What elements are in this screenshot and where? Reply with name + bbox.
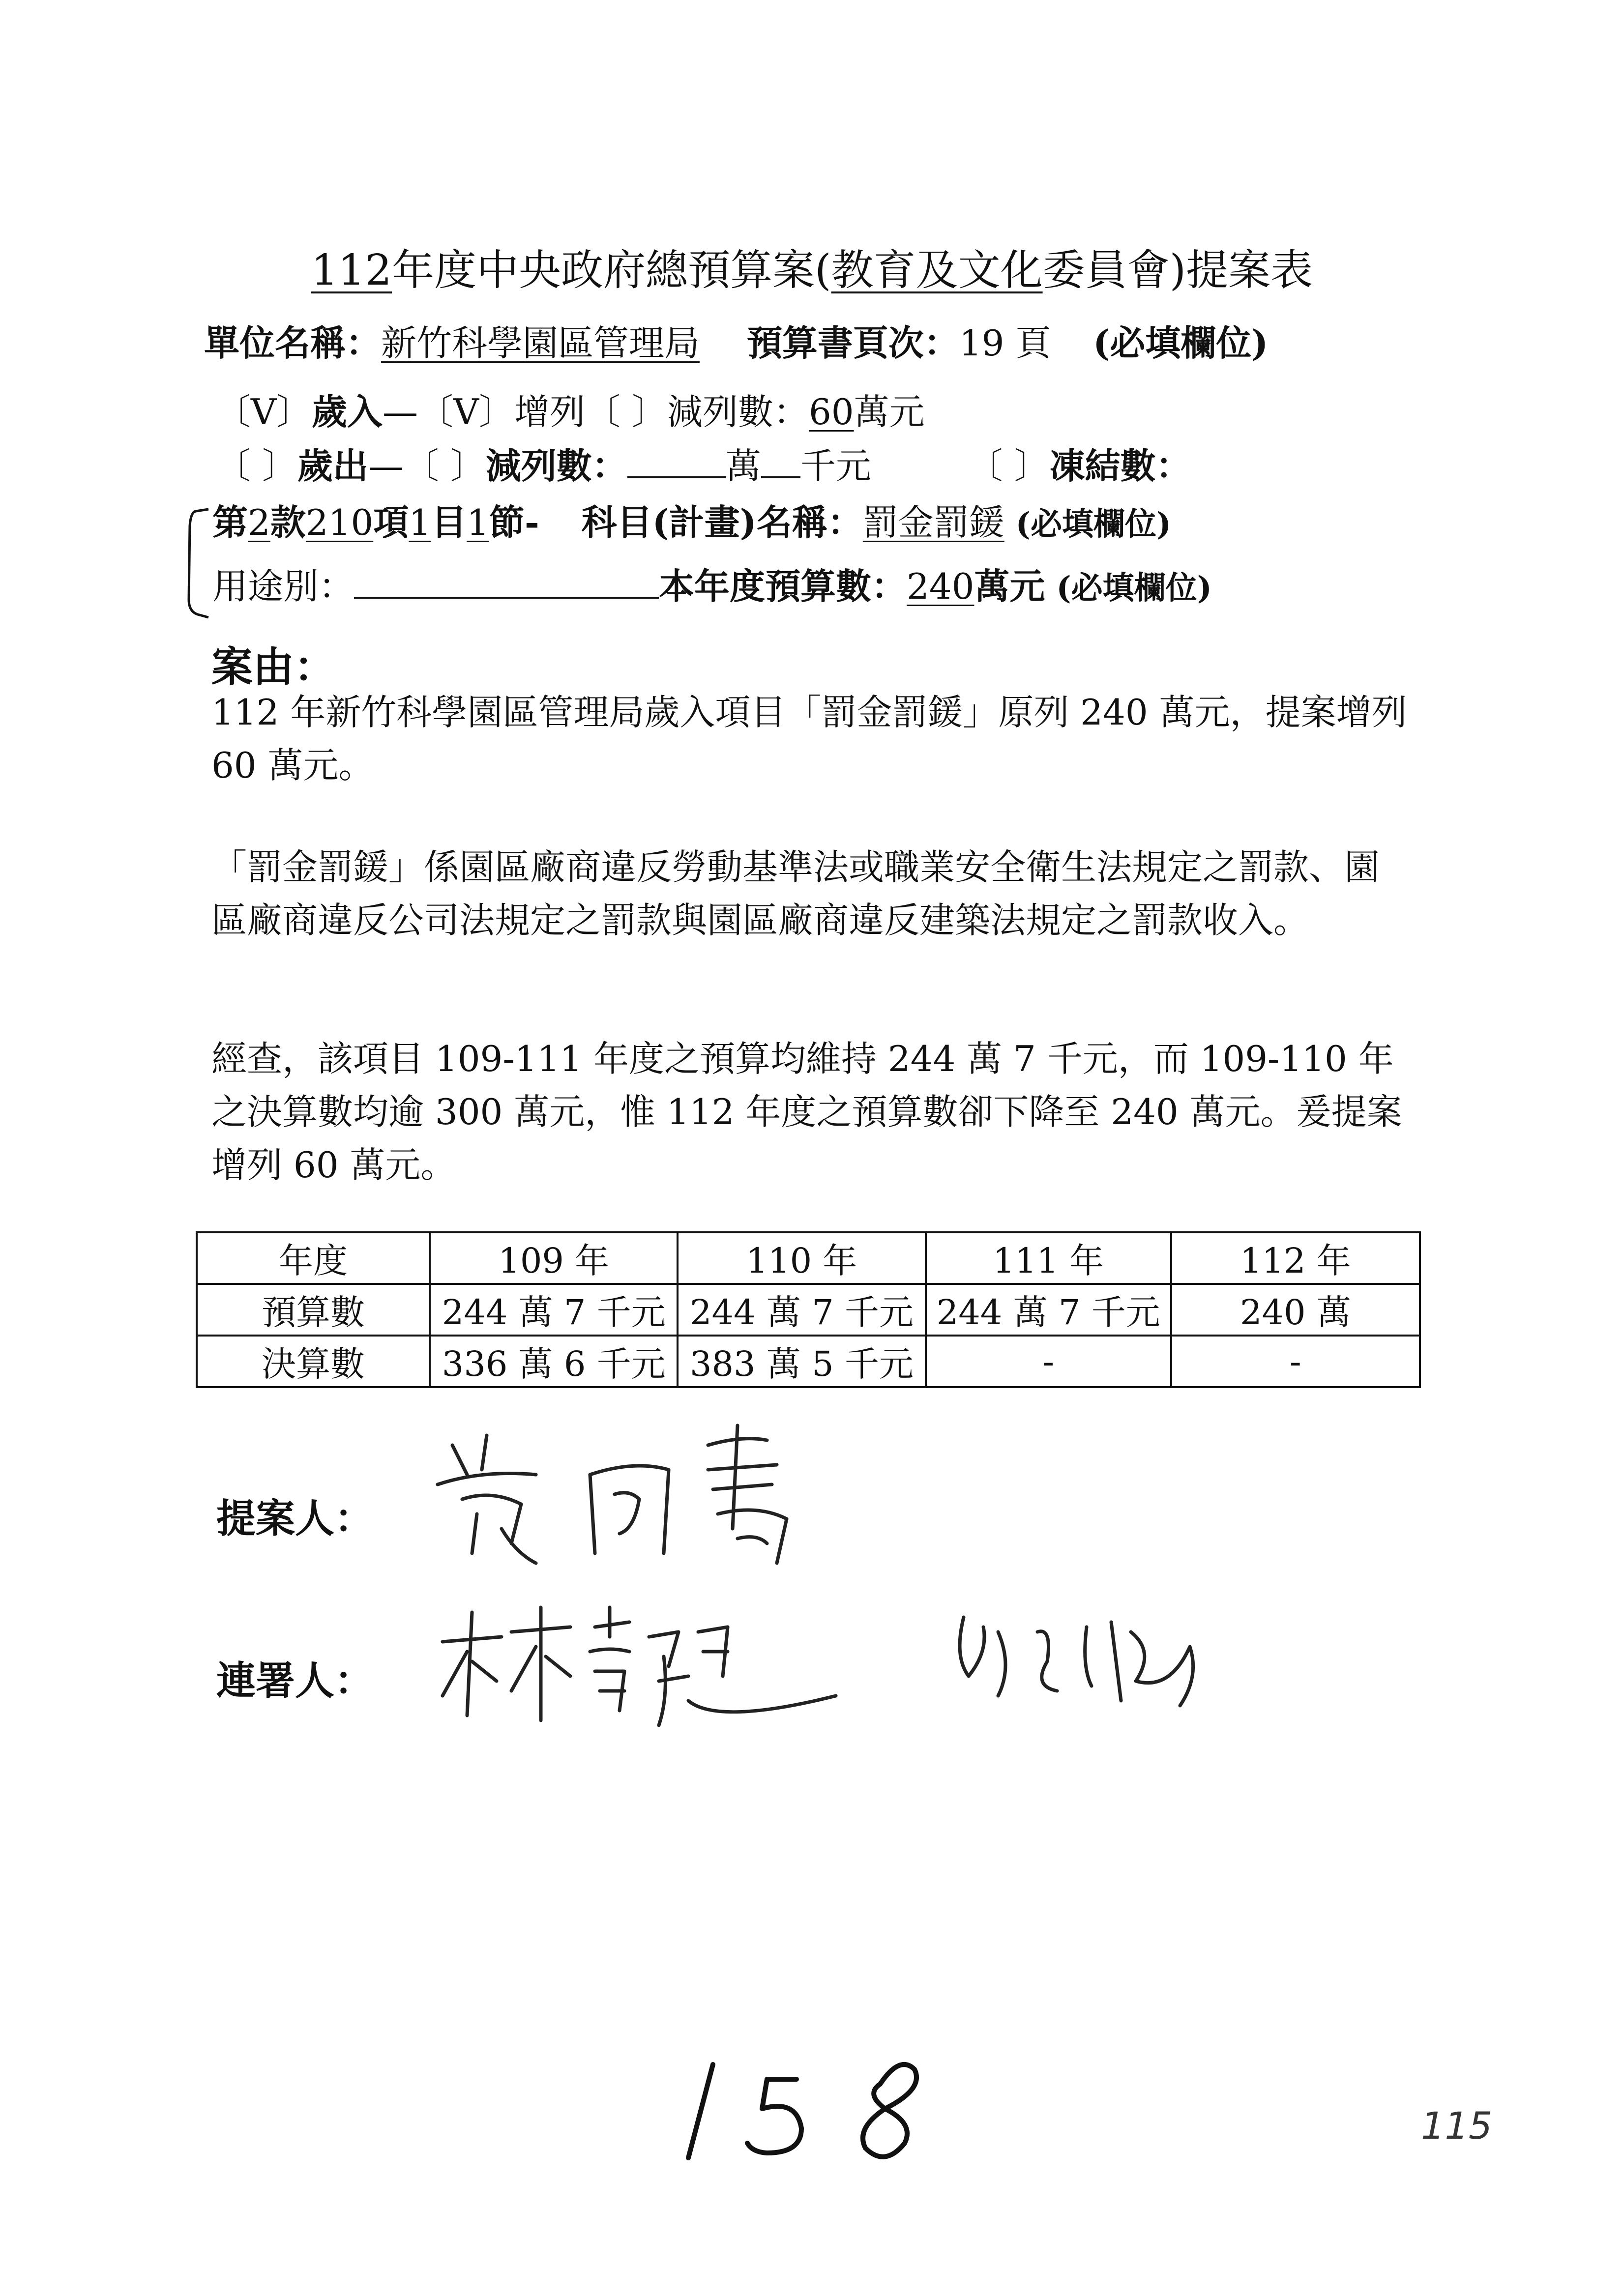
expense-checkbox: 〔 〕 [215, 445, 297, 487]
decrease-checkbox: 〔 〕 [585, 391, 667, 433]
expense-decrease-checkbox: 〔 〕 [403, 445, 486, 487]
jie-value: 1 [467, 502, 489, 543]
table-cell: 244 萬 7 千元 [430, 1284, 678, 1336]
document-title [0, 236, 1624, 297]
mu-suffix: 目 [431, 501, 467, 543]
kuan-suffix: 款 [270, 501, 306, 543]
table-cell: - [926, 1336, 1171, 1387]
title-part1: 年度中央政府總預算案( [392, 246, 831, 295]
title-committee: 教育及文化 [831, 246, 1043, 295]
freeze-checkbox: 〔 〕 [967, 445, 1050, 487]
item-required: (必填欄位) [1015, 506, 1172, 543]
expense-decrease-label: 減列數： [485, 445, 627, 487]
expense-qian: 千元 [800, 445, 871, 487]
use-line [212, 558, 1212, 609]
use-required: (必填欄位) [1056, 570, 1212, 607]
proposer-label: 提案人： [216, 1495, 374, 1541]
table-header-cell: 110 年 [678, 1232, 925, 1284]
budget-label: 本年度預算數： [659, 565, 907, 607]
reason-paragraph-2: 「罰金罰鍰」係園區廠商違反勞動基準法或職業安全衛生法規定之罰款、園區廠商違反公司法規定之罰款與園區廠商違反建築法規定之罰款收入。 [211, 846, 1380, 941]
expense-wan: 萬 [725, 445, 761, 487]
table-row [197, 1336, 1420, 1387]
unit-required: (必填欄位) [1093, 322, 1269, 364]
page-number [669, 2050, 964, 2168]
unit-label: 單位名稱： [204, 322, 382, 364]
kuan-prefix: 第 [212, 501, 248, 543]
expense-dash: — [368, 445, 404, 487]
table-cell: 決算數 [197, 1336, 430, 1387]
bracket-icon [183, 506, 212, 619]
reason-paragraph-1: 112 年新竹科學園區管理局歲入項目「罰金罰鍰」原列 240 萬元，提案增列 60 萬元。 [211, 692, 1407, 786]
table-cell: - [1171, 1336, 1420, 1387]
budget-value: 240 [907, 566, 974, 607]
unit-value: 新竹科學園區管理局 [381, 322, 700, 364]
revenue-amount: 60 [808, 391, 854, 433]
proposer-signature [423, 1416, 865, 1583]
budget-unit: 萬元 [974, 565, 1045, 607]
expense-wan-blank [627, 447, 726, 478]
expense-line [215, 437, 1191, 489]
revenue-unit: 萬元 [854, 391, 925, 433]
table-cell: 244 萬 7 千元 [678, 1284, 925, 1336]
unit-line [204, 315, 1268, 366]
table-cell: 240 萬 [1171, 1284, 1420, 1336]
decrease-label: 減列數： [667, 391, 809, 433]
table-cell: 336 萬 6 千元 [430, 1336, 678, 1387]
use-blank [354, 567, 659, 599]
reason-heading: 案由： [211, 642, 336, 691]
kuan-value: 2 [248, 502, 270, 543]
table-cell: 383 萬 5 千元 [678, 1336, 925, 1387]
cosigner-signature [433, 1598, 1269, 1755]
table-header-cell: 109 年 [430, 1232, 678, 1284]
expense-label: 歲出 [297, 445, 368, 487]
table-header-cell: 112 年 [1171, 1232, 1420, 1284]
budget-table [196, 1231, 1421, 1388]
table-cell: 預算數 [197, 1284, 430, 1336]
page-number-handwriting [669, 2050, 964, 2168]
revenue-label: 歲入 [312, 391, 383, 433]
table-header-cell: 年度 [197, 1232, 430, 1284]
item-line [212, 494, 1171, 545]
xiang-suffix: 項 [373, 501, 409, 543]
table-header-row [197, 1232, 1420, 1284]
subject-name-label: 科目(計畫)名稱： [581, 501, 863, 543]
revenue-line [215, 383, 925, 435]
increase-checkbox: 〔V〕 [418, 391, 515, 433]
table-cell: 244 萬 7 千元 [926, 1284, 1171, 1336]
reason-paragraph-3: 經查，該項目 109-111 年度之預算均維持 244 萬 7 千元，而 109-110 年之決算數均逾 300 萬元，惟 112 年度之預算數卻下降至 240 萬元。爰提案增列 60 萬元。 [211, 1038, 1402, 1186]
page-label: 預算書頁次： [746, 322, 959, 364]
expense-qian-blank [761, 447, 800, 478]
title-part2: 委員會)提案表 [1042, 246, 1313, 295]
revenue-checkbox: 〔V〕 [215, 391, 312, 433]
corner-number: 115 [1421, 2104, 1493, 2148]
mu-value: 1 [409, 502, 432, 543]
title-year: 112 [311, 246, 392, 295]
increase-label: 增列 [514, 391, 586, 433]
table-row [197, 1284, 1420, 1336]
jie-suffix: 節- [489, 501, 539, 543]
page-value: 19 頁 [959, 322, 1051, 364]
cosigner-label: 連署人： [216, 1657, 374, 1704]
xiang-value: 210 [305, 502, 374, 543]
freeze-label: 凍結數： [1049, 445, 1191, 487]
revenue-dash: — [383, 391, 418, 433]
use-label: 用途別： [212, 566, 354, 607]
subject-name-value: 罰金罰鍰 [862, 502, 1004, 543]
table-header-cell: 111 年 [926, 1232, 1171, 1284]
